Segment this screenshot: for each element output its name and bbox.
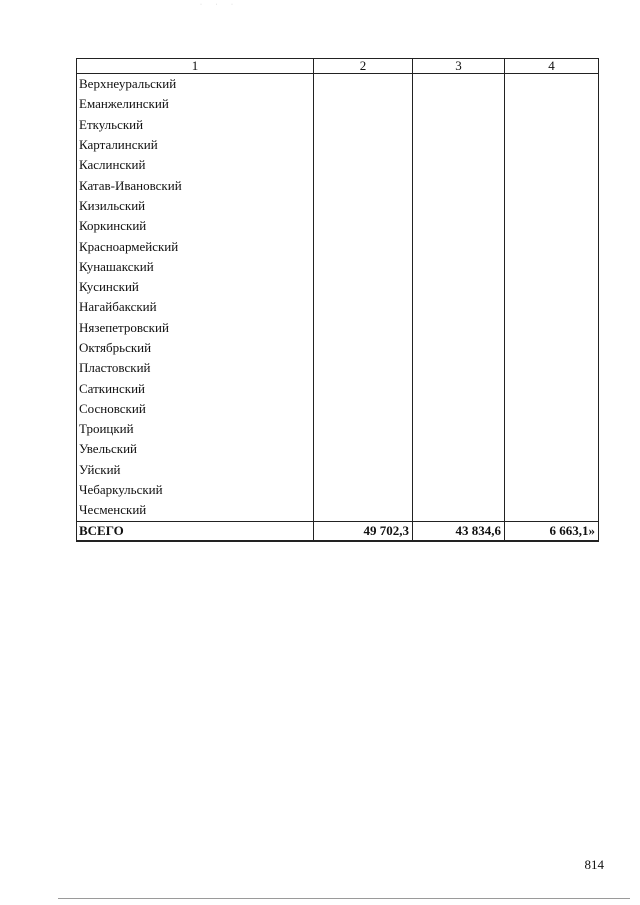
page-number: 814 <box>584 857 604 872</box>
value-col2-cell <box>314 196 413 216</box>
value-col2-cell <box>314 175 413 195</box>
table-header-row <box>77 59 599 74</box>
value-col2-cell <box>314 135 413 155</box>
value-col2-cell <box>314 155 413 175</box>
district-name-cell: Уйский <box>77 460 314 480</box>
value-col3-cell <box>413 399 505 419</box>
value-col4-cell <box>505 419 599 439</box>
value-col2-cell <box>314 74 413 95</box>
value-col3-cell <box>413 318 505 338</box>
value-col2-cell <box>314 216 413 236</box>
district-name-cell: Кизильский <box>77 196 314 216</box>
table-row <box>77 74 599 95</box>
value-col4-cell <box>505 358 599 378</box>
table-row <box>77 94 599 114</box>
district-name-cell: Нязепетровский <box>77 318 314 338</box>
value-col2-cell <box>314 338 413 358</box>
table-row <box>77 439 599 459</box>
district-name-cell: Пластовский <box>77 358 314 378</box>
value-col2-cell <box>314 439 413 459</box>
district-name-cell: Троицкий <box>77 419 314 439</box>
value-col3-cell <box>413 175 505 195</box>
table-row <box>77 196 599 216</box>
district-name-cell: Чесменский <box>77 500 314 521</box>
scan-noise: · · · <box>200 2 239 8</box>
value-col4-cell <box>505 135 599 155</box>
district-name-cell: Кунашакский <box>77 257 314 277</box>
value-col4-cell <box>505 94 599 114</box>
district-name-cell: Каслинский <box>77 155 314 175</box>
table-row <box>77 115 599 135</box>
table-row <box>77 419 599 439</box>
value-col3-cell <box>413 135 505 155</box>
value-col3-cell <box>413 378 505 398</box>
table-row <box>77 216 599 236</box>
value-col3-cell <box>413 439 505 459</box>
budget-table <box>76 58 599 542</box>
table-row <box>77 257 599 277</box>
table-row <box>77 480 599 500</box>
value-col4-cell <box>505 196 599 216</box>
value-col4-cell <box>505 439 599 459</box>
district-name-cell: Октябрьский <box>77 338 314 358</box>
table-row <box>77 399 599 419</box>
value-col2-cell <box>314 358 413 378</box>
value-col4-cell <box>505 318 599 338</box>
total-row <box>77 521 599 541</box>
total-value-col3: 43 834,6 <box>413 521 505 541</box>
table-row <box>77 175 599 195</box>
district-name-cell: Сосновский <box>77 399 314 419</box>
value-col3-cell <box>413 297 505 317</box>
column-header-3: 3 <box>413 59 505 74</box>
value-col3-cell <box>413 480 505 500</box>
table-row <box>77 277 599 297</box>
table-row <box>77 358 599 378</box>
value-col3-cell <box>413 358 505 378</box>
value-col3-cell <box>413 74 505 95</box>
column-header-1: 1 <box>77 59 314 74</box>
value-col2-cell <box>314 115 413 135</box>
table-row <box>77 155 599 175</box>
value-col4-cell <box>505 500 599 521</box>
value-col4-cell <box>505 338 599 358</box>
table-row <box>77 378 599 398</box>
district-name-cell: Карталинский <box>77 135 314 155</box>
district-name-cell: Увельский <box>77 439 314 459</box>
value-col4-cell <box>505 155 599 175</box>
value-col4-cell <box>505 216 599 236</box>
value-col3-cell <box>413 94 505 114</box>
value-col3-cell <box>413 338 505 358</box>
total-label: ВСЕГО <box>77 521 314 541</box>
table-row <box>77 236 599 256</box>
value-col3-cell <box>413 115 505 135</box>
table-row <box>77 135 599 155</box>
value-col4-cell <box>505 175 599 195</box>
value-col3-cell <box>413 196 505 216</box>
value-col2-cell <box>314 500 413 521</box>
district-name-cell: Верхнеуральский <box>77 74 314 95</box>
value-col4-cell <box>505 297 599 317</box>
district-name-cell: Катав-Ивановский <box>77 175 314 195</box>
value-col4-cell <box>505 399 599 419</box>
value-col3-cell <box>413 419 505 439</box>
value-col2-cell <box>314 297 413 317</box>
district-name-cell: Еткульский <box>77 115 314 135</box>
value-col3-cell <box>413 460 505 480</box>
district-name-cell: Чебаркульский <box>77 480 314 500</box>
value-col3-cell <box>413 257 505 277</box>
value-col4-cell <box>505 480 599 500</box>
value-col3-cell <box>413 500 505 521</box>
value-col2-cell <box>314 419 413 439</box>
column-header-4: 4 <box>505 59 599 74</box>
district-name-cell: Коркинский <box>77 216 314 236</box>
table-row <box>77 460 599 480</box>
value-col2-cell <box>314 236 413 256</box>
value-col3-cell <box>413 277 505 297</box>
district-name-cell: Кусинский <box>77 277 314 297</box>
value-col2-cell <box>314 480 413 500</box>
value-col4-cell <box>505 378 599 398</box>
district-name-cell: Нагайбакский <box>77 297 314 317</box>
value-col4-cell <box>505 277 599 297</box>
table-row <box>77 500 599 521</box>
district-name-cell: Красноармейский <box>77 236 314 256</box>
column-header-2: 2 <box>314 59 413 74</box>
district-name-cell: Саткинский <box>77 378 314 398</box>
value-col3-cell <box>413 216 505 236</box>
total-value-col2: 49 702,3 <box>314 521 413 541</box>
table-row <box>77 297 599 317</box>
value-col4-cell <box>505 460 599 480</box>
total-value-col4: 6 663,1» <box>505 521 599 541</box>
table-row <box>77 338 599 358</box>
value-col2-cell <box>314 460 413 480</box>
value-col3-cell <box>413 236 505 256</box>
table-body <box>77 74 599 522</box>
value-col4-cell <box>505 74 599 95</box>
scan-bottom-edge <box>58 898 630 899</box>
value-col2-cell <box>314 378 413 398</box>
value-col3-cell <box>413 155 505 175</box>
value-col4-cell <box>505 236 599 256</box>
value-col2-cell <box>314 257 413 277</box>
value-col4-cell <box>505 115 599 135</box>
value-col2-cell <box>314 318 413 338</box>
table-row <box>77 318 599 338</box>
value-col2-cell <box>314 399 413 419</box>
district-name-cell: Еманжелинский <box>77 94 314 114</box>
value-col4-cell <box>505 257 599 277</box>
value-col2-cell <box>314 94 413 114</box>
value-col2-cell <box>314 277 413 297</box>
